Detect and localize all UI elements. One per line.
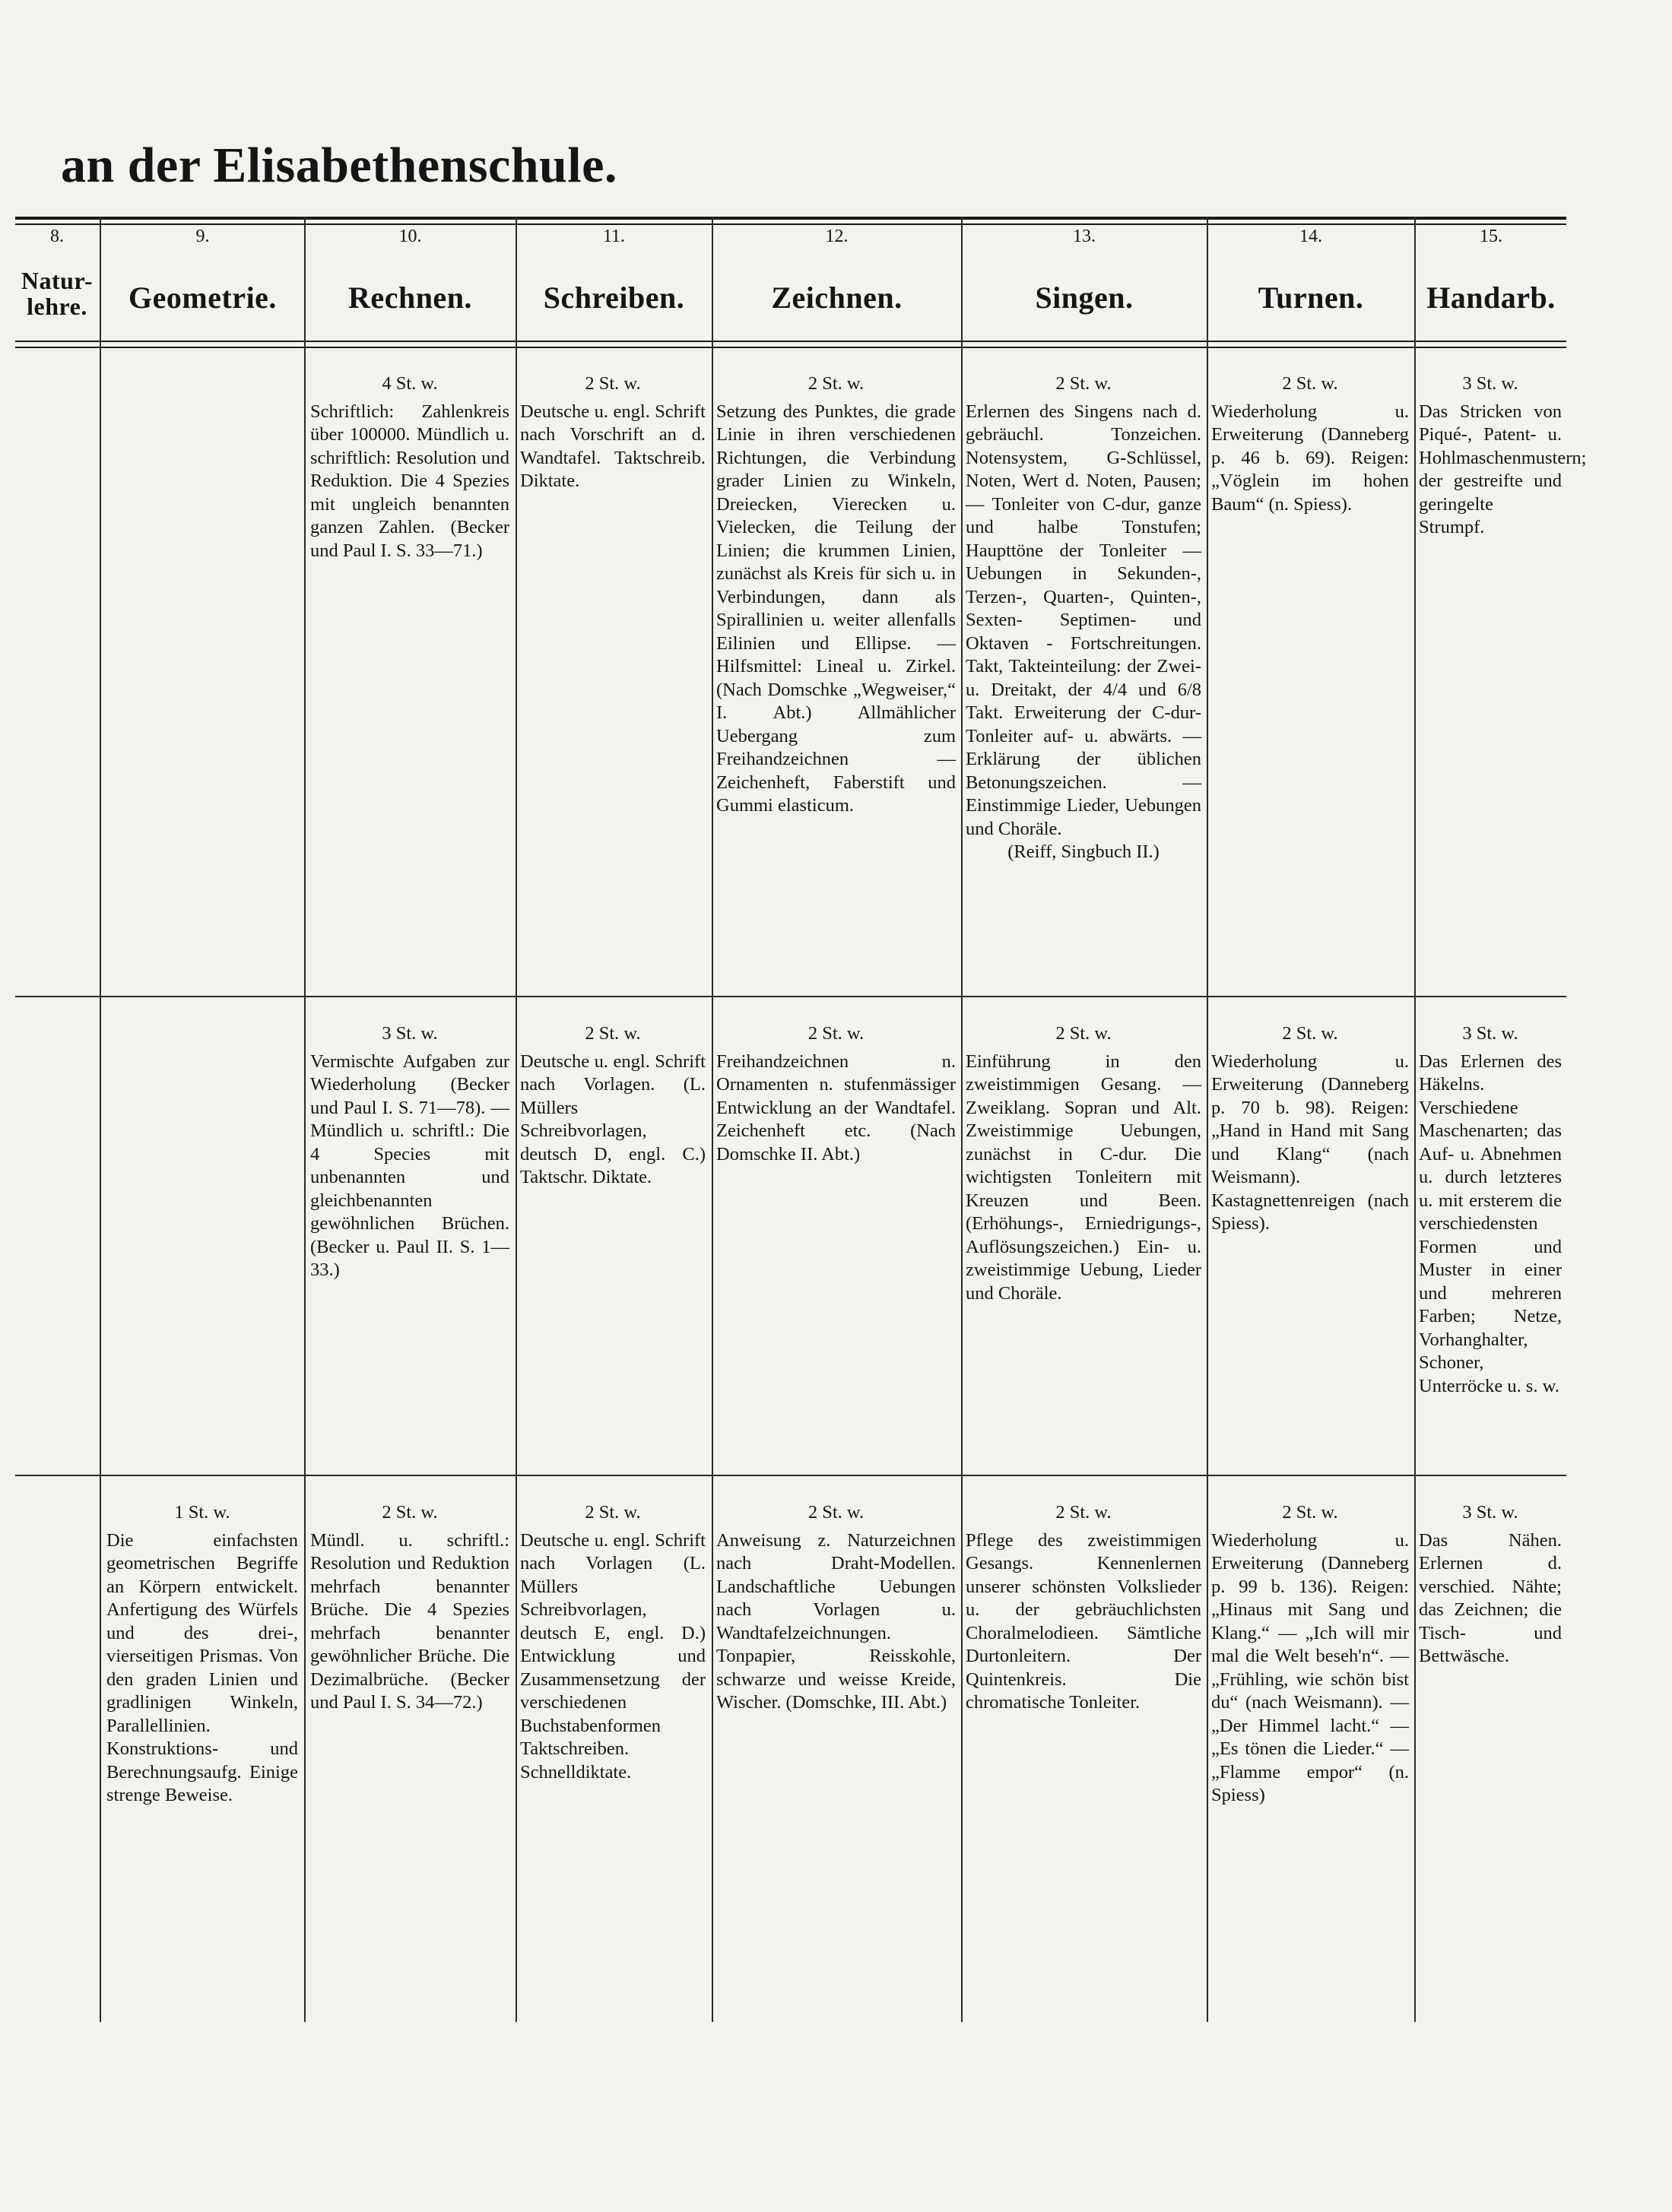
cell-row1-handarbeit xyxy=(1419,372,1587,540)
cell-text: Schriftlich: Zahlenkreis über 100000. Mündlich u. schriftlich: Resolution und Reduktion. Die 4 Spezies mit ungleich benannten ganzen Zahlen. (Becker und Paul I. S. 33—71.) xyxy=(310,401,509,561)
cell-row2-handarbeit xyxy=(1419,1022,1562,1398)
header-rule xyxy=(15,341,1566,342)
hours-label: 3 St. w. xyxy=(382,1023,438,1044)
hours-label: 4 St. w. xyxy=(382,373,438,394)
column-divider xyxy=(961,217,963,2022)
column-number: 9. xyxy=(195,227,210,246)
cell-text: Das Erlernen des Häkelns. Verschiedene Maschenarten; das Auf- u. Abnehmen u. durch letzteres u. mit ersterem die verschiedensten Formen und Muster in einer und mehreren Farben; Netze, Vorhanghalter, Schoner, Unterröcke u. s. w. xyxy=(1419,1051,1562,1396)
hours-label: 1 St. w. xyxy=(174,1502,230,1523)
column-divider xyxy=(516,217,517,2022)
column-title-turnen: Turnen. xyxy=(1258,280,1364,315)
hours-label: 2 St. w. xyxy=(807,1023,865,1044)
cell-text: Das Stricken von Piqué-, Patent- u. Hohlmaschenmustern; der gestreifte und geringelte Strumpf. xyxy=(1419,401,1587,537)
column-divider xyxy=(1414,217,1416,2022)
cell-text: Wiederholung u. Erweiterung (Danneberg p. 99 b. 136). Reigen: „Hinaus mit Sang und Klang.“ — „Ich will mir mal die Welt beseh'n“. — „Frühling, wie schön bist du“ (nach Weismann). — „Der Himmel lacht.“ — „Es tönen die Lieder.“ — „Flamme empor“ (n. Spiess) xyxy=(1211,1529,1409,1805)
column-divider xyxy=(100,217,101,2022)
cell-row3-geometrie xyxy=(106,1501,298,1808)
column-number: 8. xyxy=(50,227,64,246)
cell-row2-schreiben xyxy=(520,1022,706,1190)
cell-row3-schreiben xyxy=(520,1501,706,1784)
column-divider xyxy=(712,217,713,2022)
row-divider xyxy=(15,996,1566,997)
column-title-zeichnen: Zeichnen. xyxy=(771,280,903,315)
hours-label: 2 St. w. xyxy=(1282,1502,1338,1523)
cell-row1-turnen xyxy=(1211,372,1409,516)
hours-label: 3 St. w. xyxy=(1462,373,1518,394)
cell-row2-zeichnen xyxy=(716,1022,956,1166)
column-title-naturlehre: Natur- lehre. xyxy=(21,267,94,320)
row-divider xyxy=(15,1475,1566,1476)
cell-text: Deutsche u. engl. Schrift nach Vorschrift an d. Wandtafel. Taktschreib. Diktate. xyxy=(520,401,706,491)
column-title-schreiben: Schreiben. xyxy=(543,280,685,315)
cell-text: Deutsche u. engl. Schrift nach Vorlagen (L. Müllers Schreibvorlagen, deutsch E, engl. D.) Entwicklung und Zusammensetzung der verschiedenen Buchstabenformen Taktschreiben. Schnelldiktate. xyxy=(520,1529,706,1783)
hours-label: 2 St. w. xyxy=(1055,373,1112,394)
column-title-rechnen: Rechnen. xyxy=(348,280,472,315)
hours-label: 2 St. w. xyxy=(585,1023,641,1044)
cell-row2-turnen xyxy=(1211,1022,1409,1236)
cell-text: Setzung des Punktes, die grade Linie in ihren verschiedenen Richtungen, die Verbindung grader Linien zu Winkeln, Dreiecken, Vierecken u. Vielecken, die Teilung der Linien; die krummen Linien, zunächst als Kreis für sich u. in Verbindungen, dann als Spirallinien u. weiter allenfalls Eilinien und Ellipse. — Hilfsmittel: Lineal u. Zirkel. (Nach Domschke „Wegweiser,“ I. Abt.) Allmählicher Uebergang zum Freihandzeichnen — Zeichenheft, Faberstift und Gummi elasticum. xyxy=(716,401,956,816)
hours-label: 2 St. w. xyxy=(585,1502,641,1523)
header-rule-2 xyxy=(15,347,1566,348)
column-number: 12. xyxy=(825,227,849,246)
hours-label: 3 St. w. xyxy=(1462,1023,1518,1044)
column-number: 11. xyxy=(602,227,626,246)
column-title-geometrie: Geometrie. xyxy=(128,280,277,315)
column-number: 15. xyxy=(1480,227,1502,246)
cell-text: Einführung in den zweistimmigen Gesang. — Zweiklang. Sopran und Alt. Zweistimmige Uebungen, zunächst in C-dur. Die wichtigsten Tonleitern mit Kreuzen und Been. (Erhöhungs-, Erniedrigungs-, Auflösungszeichen.) Ein- u. zweistimmige Uebung, Lieder und Choräle. xyxy=(966,1051,1201,1304)
cell-text-reference: (Reiff, Singbuch II.) xyxy=(1007,841,1160,862)
cell-text: Wiederholung u. Erweiterung (Danneberg p. 46 b. 69). Reigen: „Vöglein im hohen Baum“ (n. Spiess). xyxy=(1211,401,1409,515)
cell-text: Freihandzeichnen n. Ornamenten n. stufenmässiger Entwicklung an der Wandtafel. Zeichenheft etc. (Nach Domschke II. Abt.) xyxy=(716,1051,956,1165)
column-divider xyxy=(1207,217,1208,2022)
column-title-handarbeit: Handarb. xyxy=(1426,280,1556,315)
page-heading: an der Elisabethenschule. xyxy=(61,138,617,193)
cell-text: Wiederholung u. Erweiterung (Danneberg p. 70 b. 98). Reigen: „Hand in Hand mit Sang und Klang“ (nach Weismann). Kastagnettenreigen (nach Spiess). xyxy=(1211,1051,1409,1234)
hours-label: 2 St. w. xyxy=(1282,1023,1338,1044)
cell-text: Das Nähen. Erlernen d. verschied. Nähte; das Zeichnen; die Tisch- und Bettwäsche. xyxy=(1419,1529,1562,1666)
column-divider xyxy=(304,217,306,2022)
cell-text: Vermischte Aufgaben zur Wiederholung (Becker und Paul I. S. 71—78). — Mündlich u. schriftl.: Die 4 Species mit unbenannten und gleichbenannten gewöhnlichen Brüchen. (Becker u. Paul II. S. 1—33.) xyxy=(310,1051,509,1280)
column-number: 14. xyxy=(1299,227,1322,246)
hours-label: 2 St. w. xyxy=(382,1502,438,1523)
cell-row3-zeichnen xyxy=(716,1501,956,1715)
top-rule-thick xyxy=(15,217,1566,220)
cell-text: Mündl. u. schriftl.: Resolution und Reduktion mehrfach benannter Brüche. Die 4 Spezies mehrfach benannter gewöhnlicher Brüche. Die Dezimalbrüche. (Becker und Paul I. S. 34—72.) xyxy=(310,1529,509,1713)
hours-label: 2 St. w. xyxy=(1282,373,1338,394)
cell-row3-handarbeit xyxy=(1419,1501,1562,1669)
cell-row3-turnen xyxy=(1211,1501,1409,1808)
cell-row2-rechnen xyxy=(310,1022,509,1282)
cell-row2-singen xyxy=(966,1022,1201,1305)
top-rule-thin xyxy=(15,223,1566,225)
column-title-singen: Singen. xyxy=(1035,280,1134,315)
cell-text: Erlernen des Singens nach d. gebräuchl. Tonzeichen. Notensystem, G-Schlüssel, Noten, Wert d. Noten, Pausen; — Tonleiter von C-dur, ganze und halbe Tonstufen; Haupttöne der Tonleiter — Uebungen in Sekunden-, Terzen-, Quarten-, Quinten-, Sexten- Septimen- und Oktaven - Fortschreitungen. Takt, Takteinteilung: der Zwei- u. Dreitakt, der 4/4 und 6/8 Takt. Erweiterung der C-dur-Tonleiter auf- u. abwärts. — Erklärung der üblichen Betonungszeichen. — Einstimmige Lieder, Uebungen und Choräle. xyxy=(966,401,1201,839)
cell-row1-singen xyxy=(966,372,1201,864)
column-number: 10. xyxy=(398,227,422,246)
cell-text: Anweisung z. Naturzeichnen nach Draht-Modellen. Landschaftliche Uebungen nach Vorlagen u. Wandtafelzeichnungen. Tonpapier, Reisskohle, schwarze und weisse Kreide, Wischer. (Domschke, III. Abt.) xyxy=(716,1529,956,1713)
hours-label: 3 St. w. xyxy=(1462,1502,1518,1523)
cell-text: Die einfachsten geometrischen Begriffe an Körpern entwickelt. Anfertigung des Würfels und des drei-, vierseitigen Prismas. Von den graden Linien und gradlinigen Winkeln, Parallellinien. Konstruktions- und Berechnungsaufg. Einige strenge Beweise. xyxy=(106,1529,298,1805)
cell-text: Deutsche u. engl. Schrift nach Vorlagen. (L. Müllers Schreibvorlagen, deutsch D, engl. C.) Taktschr. Diktate. xyxy=(520,1051,706,1187)
hours-label: 2 St. w. xyxy=(1055,1023,1112,1044)
cell-row3-rechnen xyxy=(310,1501,509,1715)
cell-row3-singen xyxy=(966,1501,1201,1715)
cell-row1-schreiben xyxy=(520,372,706,493)
hours-label: 2 St. w. xyxy=(585,373,641,394)
hours-label: 2 St. w. xyxy=(1055,1502,1112,1523)
hours-label: 2 St. w. xyxy=(807,373,865,394)
column-number: 13. xyxy=(1073,227,1096,246)
cell-text: Pflege des zweistimmigen Gesangs. Kennenlernen unserer schönsten Volkslieder u. der gebräuchlichsten Choralmelodieen. Sämtliche Durtonleitern. Der Quintenkreis. Die chromatische Tonleiter. xyxy=(966,1529,1201,1713)
hours-label: 2 St. w. xyxy=(807,1502,865,1523)
cell-row1-rechnen xyxy=(310,372,509,563)
cell-row1-zeichnen xyxy=(716,372,956,818)
